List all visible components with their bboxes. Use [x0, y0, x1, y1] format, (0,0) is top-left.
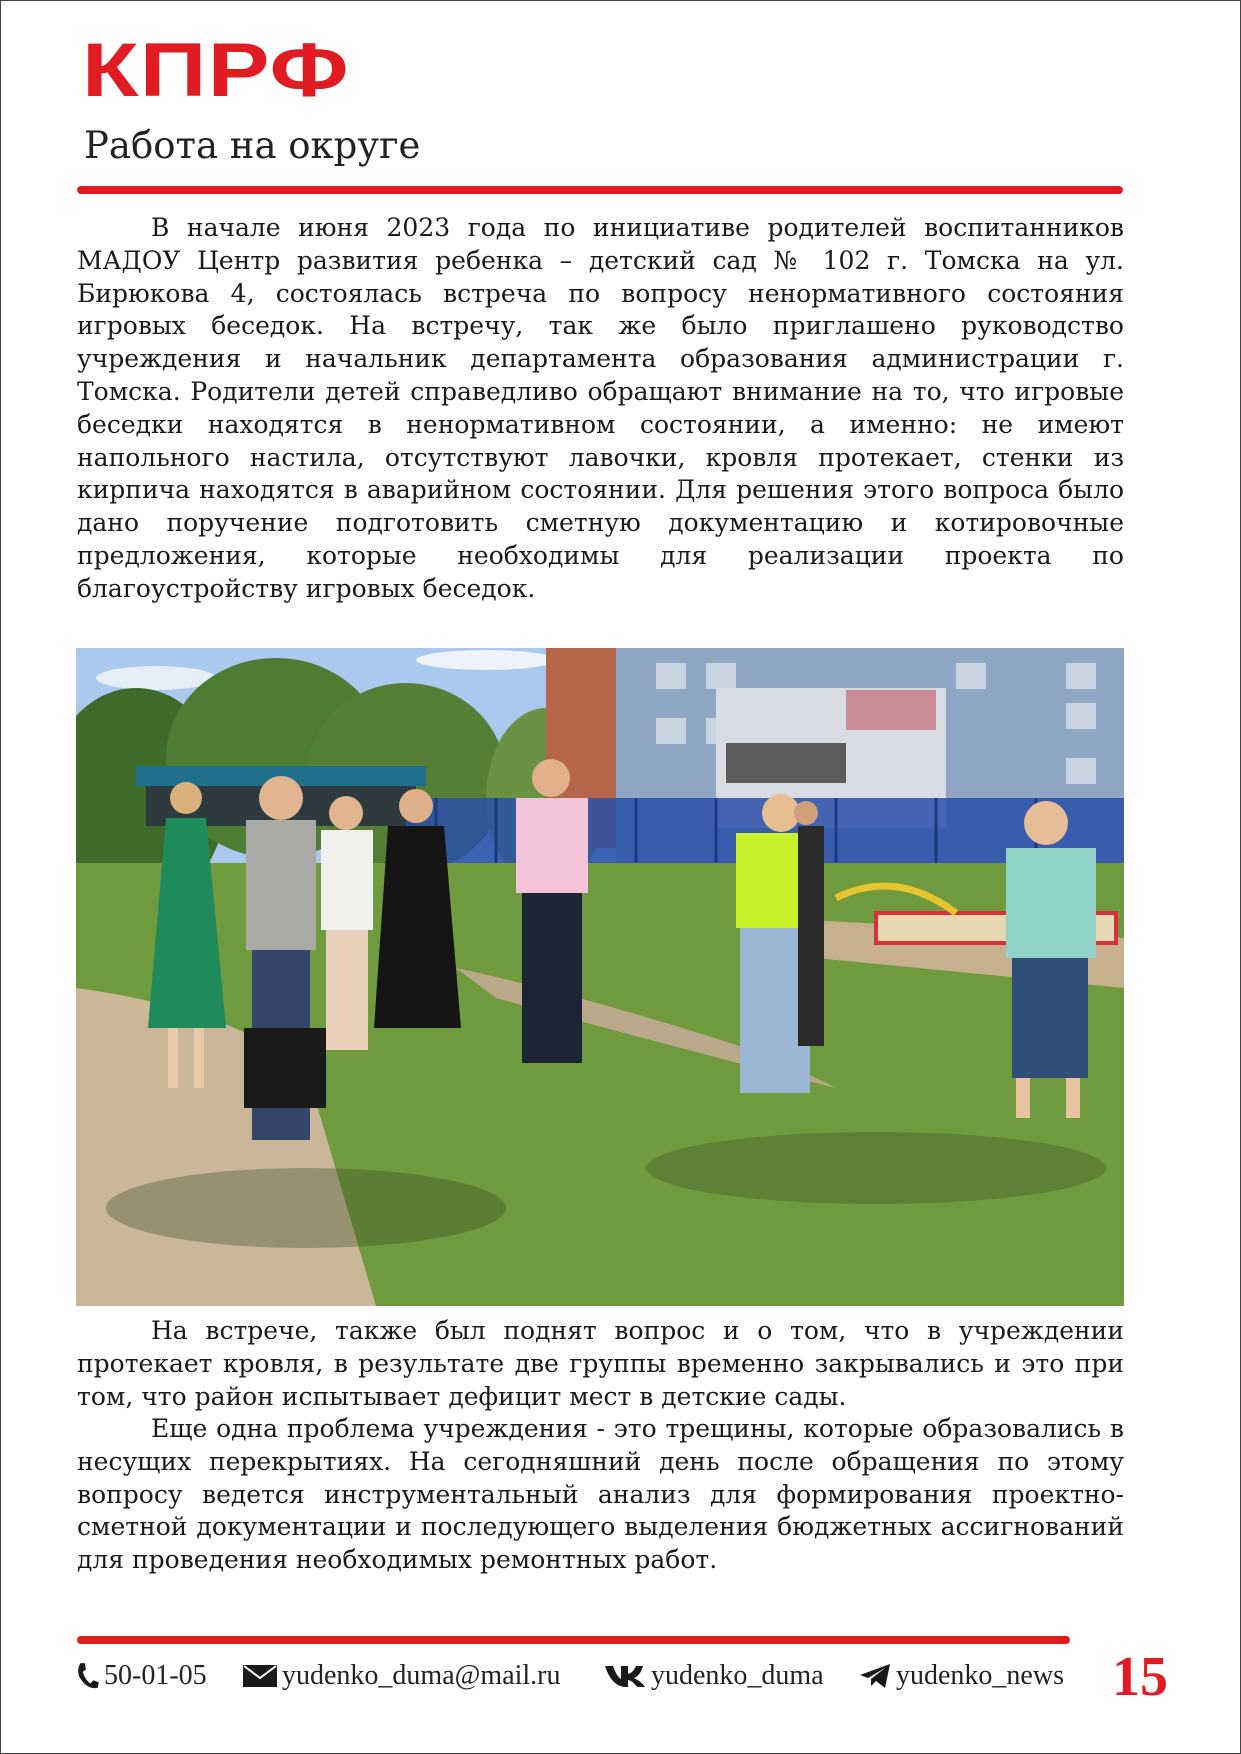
- footer-telegram[interactable]: [858, 1654, 1064, 1698]
- telegram-handle: yudenko_news: [896, 1660, 1064, 1691]
- article-paragraph-3: Еще одна проблема учреждения - это трещины, которые образовались в несущих перекрытиях. На сегодняшний день после обращения по этому вопросу ведется инструментальный анализ для формирования проектно-сметной документации и последующего выделения бюджетных ассигнований для проведения необходимых ремонтных работ.: [77, 1414, 1124, 1575]
- phone-number: 50-01-05: [104, 1660, 207, 1691]
- footer-vk[interactable]: [603, 1654, 824, 1698]
- meeting-photo: [76, 648, 1124, 1306]
- top-divider: [77, 186, 1123, 194]
- section-title: Работа на округе: [84, 124, 421, 167]
- phone-icon: [74, 1661, 100, 1691]
- vk-icon: [603, 1663, 647, 1689]
- bottom-divider: [77, 1636, 1070, 1644]
- kprf-logo: КПРФ: [82, 28, 350, 113]
- footer-phone[interactable]: [74, 1654, 207, 1698]
- envelope-icon: [242, 1663, 278, 1689]
- article-paragraph-1: В начале июня 2023 года по инициативе родителей воспитанников МАДОУ Центр развития ребенка – детский сад № 102 г. Томска на ул. Бирюкова 4, состоялась встреча по вопросу ненормативного состояния игровых беседок. На встречу, так же было приглашено руководство учреждения и начальник департамента образования администрации г. Томска. Родители детей справедливо обращают внимание на то, что игровые беседки находятся в ненормативном состоянии, а именно: не имеют напольного настила, отсутствуют лавочки, кровля протекает, стенки из кирпича находятся в аварийном состоянии. Для решения этого вопроса было дано поручение подготовить сметную документацию и котировочные предложения, которые необходимы для реализации проекта по благоустройству игровых беседок.: [77, 213, 1124, 603]
- telegram-icon: [858, 1662, 892, 1690]
- vk-handle: yudenko_duma: [651, 1660, 824, 1691]
- article-paragraph-2: На встрече, также был поднят вопрос и о том, что в учреждении протекает кровля, в результате две группы временно закрывались и это при том, что район испытывает дефицит мест в детские сады.: [77, 1316, 1124, 1411]
- footer-email[interactable]: [242, 1654, 561, 1698]
- page-number: 15: [1112, 1646, 1168, 1708]
- email-address: yudenko_duma@mail.ru: [282, 1660, 561, 1691]
